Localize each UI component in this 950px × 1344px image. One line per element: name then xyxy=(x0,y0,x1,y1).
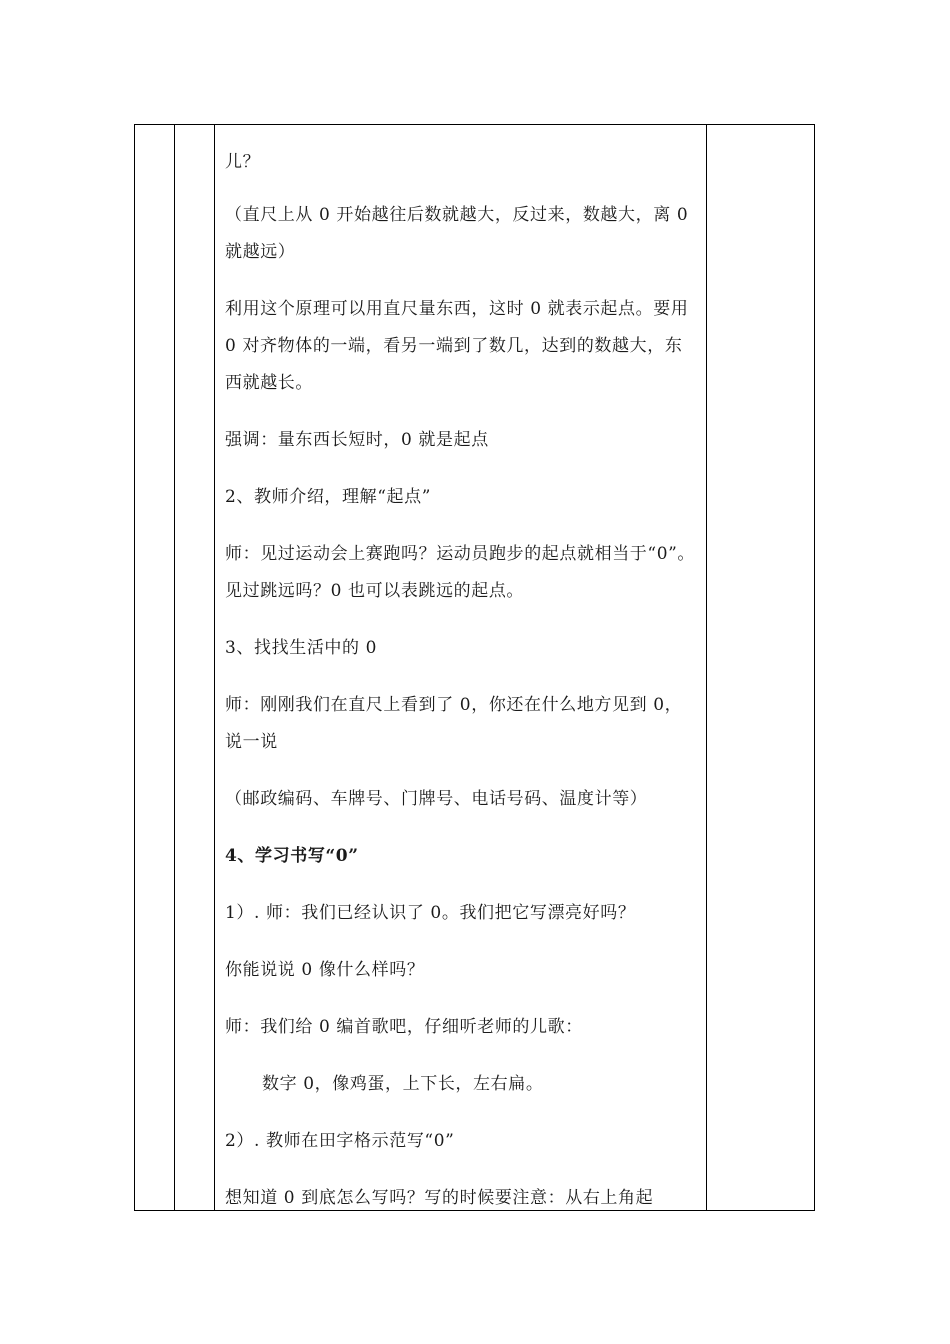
table-column-divider-3 xyxy=(706,124,707,1211)
paragraph: 利用这个原理可以用直尺量东西，这时 0 就表示起点。要用 0 对齐物体的一端，看另一端到了数几，达到的数越大，东西就越长。 xyxy=(225,299,695,393)
table-column-divider-2 xyxy=(214,124,215,1211)
paragraph: （邮政编码、车牌号、门牌号、电话号码、温度计等） xyxy=(225,789,648,809)
paragraph: 儿？ xyxy=(225,152,261,172)
table-column-divider-1 xyxy=(174,124,175,1211)
paragraph: 强调：量东西长短时，0 就是起点 xyxy=(225,430,489,450)
lesson-content-cell xyxy=(225,124,695,1211)
section-heading-bold: 4、学习书写“0” xyxy=(225,846,359,866)
rhyme-line: 数字 0，像鸡蛋，上下长，左右扁。 xyxy=(262,1074,544,1094)
paragraph: 1）. 师：我们已经认识了 0。我们把它写漂亮好吗？ xyxy=(225,903,636,923)
paragraph: 2）. 教师在田字格示范写“0” xyxy=(225,1131,455,1151)
paragraph: 你能说说 0 像什么样吗？ xyxy=(225,960,425,980)
section-heading: 2、教师介绍，理解“起点” xyxy=(225,487,431,507)
paragraph: 师：刚刚我们在直尺上看到了 0，你还在什么地方见到 0，说一说 xyxy=(225,695,683,752)
paragraph: 师：我们给 0 编首歌吧，仔细听老师的儿歌： xyxy=(225,1017,583,1037)
paragraph: （直尺上从 0 开始越往后数就越大，反过来，数越大，离 0 就越远） xyxy=(225,205,695,262)
section-heading: 3、找找生活中的 0 xyxy=(225,638,378,658)
paragraph: 想知道 0 到底怎么写吗？写的时候要注意：从右上角起 xyxy=(225,1188,654,1208)
paragraph: 师：见过运动会上赛跑吗？运动员跑步的起点就相当于“0”。见过跳远吗？0 也可以表跳远的起点。 xyxy=(225,544,695,601)
